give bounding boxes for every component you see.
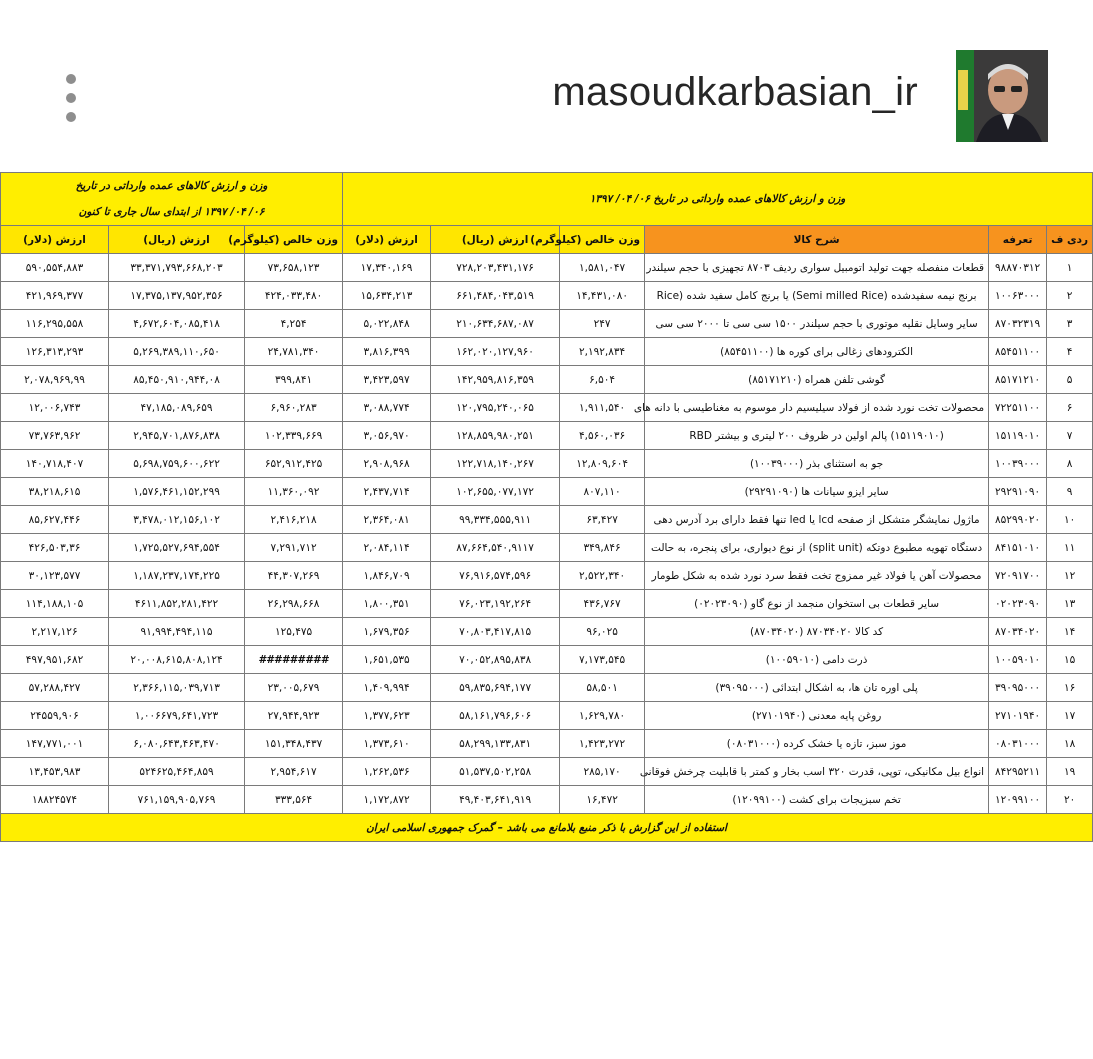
cum-dollar-value-cell: ۴۲۱,۹۶۹,۳۷۷ [1, 282, 109, 310]
cum-dollar-value-cell: ۵۷,۲۸۸,۴۲۷ [1, 674, 109, 702]
cum-net-weight-cell: ۲۴,۷۸۱,۳۴۰ [245, 338, 343, 366]
net-weight-cell: ۱,۴۲۳,۲۷۲ [560, 730, 645, 758]
tariff-cell: ۰۲۰۲۳۰۹۰ [989, 590, 1047, 618]
post-image [0, 172, 1089, 1059]
description-cell: قطعات منفصله جهت تولید اتومبیل سواری ردیف ۸۷۰۳ تجهیزی با حجم سیلندر [645, 254, 989, 282]
cum-rial-value-cell: ۳۳,۳۷۱,۷۹۳,۶۶۸,۲۰۳ [109, 254, 245, 282]
table-row [1, 674, 1093, 702]
cum-net-weight-cell: ۴,۲۵۴ [245, 310, 343, 338]
cum-net-weight-cell: ۱۲۵,۴۷۵ [245, 618, 343, 646]
net-weight-cell: ۷,۱۷۳,۵۴۵ [560, 646, 645, 674]
cum-net-weight-cell: ۷,۲۹۱,۷۱۲ [245, 534, 343, 562]
table-row [1, 450, 1093, 478]
cum-net-weight-cell: ۲۶,۲۹۸,۶۶۸ [245, 590, 343, 618]
tariff-cell: ۱۰۰۶۳۰۰۰ [989, 282, 1047, 310]
cum-net-weight-cell: ۳۳۳,۵۶۴ [245, 786, 343, 814]
cum-rial-value-cell: ۳,۴۷۸,۰۱۲,۱۵۶,۱۰۲ [109, 506, 245, 534]
dollar-value-cell: ۱,۴۰۹,۹۹۴ [343, 674, 431, 702]
table-row [1, 254, 1093, 282]
dollar-value-cell: ۱,۳۷۳,۶۱۰ [343, 730, 431, 758]
row-number-cell: ۳ [1047, 310, 1093, 338]
cum-dollar-value-cell: ۸۵,۶۲۷,۴۴۶ [1, 506, 109, 534]
description-cell: سایر وسایل نقلیه موتوری با حجم سیلندر ۱۵۰۰ سی سی تا ۲۰۰۰ سی سی [645, 310, 989, 338]
table-row [1, 422, 1093, 450]
cum-rial-value-cell: ۴,۶۷۲,۶۰۴,۰۸۵,۴۱۸ [109, 310, 245, 338]
cum-net-weight-cell: ۲,۴۱۶,۲۱۸ [245, 506, 343, 534]
row-number-cell: ۱۷ [1047, 702, 1093, 730]
net-weight-cell: ۴۳۶,۷۶۷ [560, 590, 645, 618]
cum-dollar-value-cell: ۳۰,۱۲۳,۵۷۷ [1, 562, 109, 590]
table-row [1, 534, 1093, 562]
cum-net-weight-cell: ۶۵۲,۹۱۲,۴۲۵ [245, 450, 343, 478]
rial-value-cell: ۵۹,۸۳۵,۶۹۴,۱۷۷ [431, 674, 560, 702]
table-row [1, 618, 1093, 646]
cum-dollar-value-cell: ۷۳,۷۶۳,۹۶۲ [1, 422, 109, 450]
rial-value-cell: ۹۹,۳۳۴,۵۵۵,۹۱۱ [431, 506, 560, 534]
cum-dollar-value-cell: ۱۲۶,۳۱۳,۲۹۳ [1, 338, 109, 366]
description-cell: روغن پایه معدنی (۲۷۱۰۱۹۴۰) [645, 702, 989, 730]
cum-rial-value-cell: ۲,۹۴۵,۷۰۱,۸۷۶,۸۳۸ [109, 422, 245, 450]
net-weight-cell: ۱,۹۱۱,۵۴۰ [560, 394, 645, 422]
cum-net-weight-cell: ۶,۹۶۰,۲۸۳ [245, 394, 343, 422]
cum-rial-value-cell: ۴۷,۱۸۵,۰۸۹,۶۵۹ [109, 394, 245, 422]
row-number-cell: ۱۵ [1047, 646, 1093, 674]
cum-net-weight-cell: ۲,۹۵۴,۶۱۷ [245, 758, 343, 786]
description-cell: پلی اوره تان ها، به اشکال ابتدائی (۳۹۰۹۵۰۰۰) [645, 674, 989, 702]
tariff-cell: ۸۵۱۷۱۲۱۰ [989, 366, 1047, 394]
cum-dollar-value-cell: ۱۴۰,۷۱۸,۴۰۷ [1, 450, 109, 478]
cum-dollar-value-cell: ۱۴۷,۷۷۱,۰۰۱ [1, 730, 109, 758]
tariff-cell: ۱۵۱۱۹۰۱۰ [989, 422, 1047, 450]
row-number-cell: ۸ [1047, 450, 1093, 478]
table-row [1, 590, 1093, 618]
table-body [1, 254, 1093, 814]
dollar-value-cell: ۱,۳۷۷,۶۲۳ [343, 702, 431, 730]
rial-value-cell: ۴۹,۴۰۳,۶۴۱,۹۱۹ [431, 786, 560, 814]
dollar-value-cell: ۱,۸۰۰,۳۵۱ [343, 590, 431, 618]
cum-dollar-value-cell: ۲,۰۷۸,۹۶۹,۹۹ [1, 366, 109, 394]
net-weight-cell: ۳۴۹,۸۴۶ [560, 534, 645, 562]
cum-rial-value-cell: ۱,۵۷۶,۴۶۱,۱۵۲,۲۹۹ [109, 478, 245, 506]
table-row [1, 282, 1093, 310]
tariff-cell: ۱۲۰۹۹۱۰۰ [989, 786, 1047, 814]
rial-value-cell: ۵۱,۵۳۷,۵۰۲,۲۵۸ [431, 758, 560, 786]
description-cell: دستگاه تهویه مطبوع دوتکه (split unit) از نوع دیواری، برای پنجره، به حالت [645, 534, 989, 562]
table-row [1, 646, 1093, 674]
table-row [1, 478, 1093, 506]
row-number-cell: ۱۰ [1047, 506, 1093, 534]
cum-net-weight-cell: ۳۹۹,۸۴۱ [245, 366, 343, 394]
net-weight-cell: ۹۶,۰۲۵ [560, 618, 645, 646]
dollar-value-cell: ۱,۸۴۶,۷۰۹ [343, 562, 431, 590]
cum-net-weight-cell: ۱۱,۳۶۰,۰۹۲ [245, 478, 343, 506]
dollar-value-cell: ۱,۶۷۹,۳۵۶ [343, 618, 431, 646]
description-cell: کد کالا ۸۷۰۳۴۰۲۰ (۸۷۰۳۴۰۲۰) [645, 618, 989, 646]
table-row [1, 758, 1093, 786]
net-weight-cell: ۲,۱۹۲,۸۳۴ [560, 338, 645, 366]
net-weight-cell: ۲۸۵,۱۷۰ [560, 758, 645, 786]
cum-rial-value-cell: ۷۶۱,۱۵۹,۹۰۵,۷۶۹ [109, 786, 245, 814]
more-options-icon[interactable] [58, 72, 84, 124]
cum-dollar-value-cell: ۱۲,۰۰۶,۷۴۳ [1, 394, 109, 422]
username-link[interactable]: masoudkarbasian_ir [552, 70, 918, 114]
post-header [0, 0, 1078, 165]
daily-title: وزن و ارزش کالاهای عمده وارداتی در تاریخ ۰۶/ ۰۴/ ۱۳۹۷ [343, 173, 1093, 226]
rial-value-cell: ۵۸,۱۶۱,۷۹۶,۶۰۶ [431, 702, 560, 730]
cum-rial-value-cell: ۴۶۱۱,۸۵۲,۲۸۱,۴۲۲ [109, 590, 245, 618]
dollar-value-cell: ۲,۳۶۴,۰۸۱ [343, 506, 431, 534]
row-number-cell: ۱۱ [1047, 534, 1093, 562]
description-cell: انواع بیل مکانیکی، توپی، قدرت ۳۲۰ اسب بخار و کمتر با قابلیت چرخش فوقانی [645, 758, 989, 786]
rial-value-cell: ۱۰۲,۶۵۵,۰۷۷,۱۷۲ [431, 478, 560, 506]
cum-dollar-value-cell: ۴۲۶,۵۰۳,۳۶ [1, 534, 109, 562]
header-row-number: ردی ف [1047, 226, 1093, 254]
rial-value-cell: ۷۰,۰۵۲,۸۹۵,۸۳۸ [431, 646, 560, 674]
table-row [1, 730, 1093, 758]
row-number-cell: ۵ [1047, 366, 1093, 394]
cum-dollar-value-cell: ۳۸,۲۱۸,۶۱۵ [1, 478, 109, 506]
net-weight-cell: ۱,۵۸۱,۰۴۷ [560, 254, 645, 282]
description-cell: ذرت دامی (۱۰۰۵۹۰۱۰) [645, 646, 989, 674]
cum-net-weight-cell: ######### [245, 646, 343, 674]
tariff-cell: ۰۸۰۳۱۰۰۰ [989, 730, 1047, 758]
profile-photo-icon [956, 50, 1048, 142]
dollar-value-cell: ۵,۰۲۲,۸۴۸ [343, 310, 431, 338]
menu-dot [66, 93, 76, 103]
header-cum-rial-value: ارزش (ریال) [109, 226, 245, 254]
cum-rial-value-cell: ۱,۱۸۷,۲۳۷,۱۷۴,۲۲۵ [109, 562, 245, 590]
tariff-cell: ۱۰۰۵۹۰۱۰ [989, 646, 1047, 674]
tariff-cell: ۷۲۲۵۱۱۰۰ [989, 394, 1047, 422]
cum-rial-value-cell: ۲۰,۰۰۸,۶۱۵,۸۰۸,۱۲۴ [109, 646, 245, 674]
rial-value-cell: ۸۷,۶۶۴,۵۴۰,۹۱۱۷ [431, 534, 560, 562]
cum-dollar-value-cell: ۱۱۴,۱۸۸,۱۰۵ [1, 590, 109, 618]
rial-value-cell: ۷۶,۹۱۶,۵۷۴,۵۹۶ [431, 562, 560, 590]
tariff-cell: ۱۰۰۳۹۰۰۰ [989, 450, 1047, 478]
dollar-value-cell: ۳,۰۸۸,۷۷۴ [343, 394, 431, 422]
description-cell: برنج نیمه سفیدشده (Semi milled Rice) یا برنج کامل سفید شده (Rice [645, 282, 989, 310]
header-description: شرح کالا [645, 226, 989, 254]
description-cell: محصولات تخت نورد شده از فولاد سیلیسیم دار موسوم به مغناطیسی با دانه های [645, 394, 989, 422]
row-number-cell: ۱۸ [1047, 730, 1093, 758]
tariff-cell: ۸۷۰۳۲۳۱۹ [989, 310, 1047, 338]
net-weight-cell: ۶۳,۴۲۷ [560, 506, 645, 534]
dollar-value-cell: ۳,۸۱۶,۳۹۹ [343, 338, 431, 366]
rial-value-cell: ۶۶۱,۴۸۴,۰۴۳,۵۱۹ [431, 282, 560, 310]
dollar-value-cell: ۲,۹۰۸,۹۶۸ [343, 450, 431, 478]
row-number-cell: ۹ [1047, 478, 1093, 506]
header-cum-dollar-value: ارزش (دلار) [1, 226, 109, 254]
description-cell: (۱۵۱۱۹۰۱۰) پالم اولین در ظروف ۲۰۰ لیتری و بیشتر RBD [645, 422, 989, 450]
header-net-weight: وزن خالص (کیلوگرم) [560, 226, 645, 254]
description-cell: الکترودهای زغالی برای کوره ها (۸۵۴۵۱۱۰۰) [645, 338, 989, 366]
row-number-cell: ۱۳ [1047, 590, 1093, 618]
table-row [1, 562, 1093, 590]
cum-rial-value-cell: ۱,۷۲۵,۵۲۷,۶۹۴,۵۵۴ [109, 534, 245, 562]
cum-rial-value-cell: ۸۵,۴۵۰,۹۱۰,۹۴۴,۰۸ [109, 366, 245, 394]
rial-value-cell: ۱۲۰,۷۹۵,۲۴۰,۰۶۵ [431, 394, 560, 422]
tariff-cell: ۷۲۰۹۱۷۰۰ [989, 562, 1047, 590]
tariff-cell: ۲۹۲۹۱۰۹۰ [989, 478, 1047, 506]
header-dollar-value: ارزش (دلار) [343, 226, 431, 254]
net-weight-cell: ۴,۵۶۰,۰۳۶ [560, 422, 645, 450]
description-cell: جو به استثنای بذر (۱۰۰۳۹۰۰۰) [645, 450, 989, 478]
net-weight-cell: ۶,۵۰۴ [560, 366, 645, 394]
table-row [1, 366, 1093, 394]
table-row [1, 702, 1093, 730]
rial-value-cell: ۷۲۸,۲۰۳,۴۳۱,۱۷۶ [431, 254, 560, 282]
tariff-cell: ۸۴۱۵۱۰۱۰ [989, 534, 1047, 562]
table-row [1, 506, 1093, 534]
rial-value-cell: ۷۶,۰۲۳,۱۹۲,۲۶۴ [431, 590, 560, 618]
row-number-cell: ۱۲ [1047, 562, 1093, 590]
cum-net-weight-cell: ۲۷,۹۴۴,۹۲۳ [245, 702, 343, 730]
tariff-cell: ۸۵۴۵۱۱۰۰ [989, 338, 1047, 366]
net-weight-cell: ۱۶,۴۷۲ [560, 786, 645, 814]
table-row [1, 786, 1093, 814]
menu-dot [66, 74, 76, 84]
cum-dollar-value-cell: ۲,۲۱۷,۱۲۶ [1, 618, 109, 646]
cum-rial-value-cell: ۵,۲۶۹,۳۸۹,۱۱۰,۶۵۰ [109, 338, 245, 366]
cumulative-title-line2: ۰۶/ ۰۴/ ۱۳۹۷ از ابتدای سال جاری تا کنون [78, 206, 265, 218]
net-weight-cell: ۱۲,۸۰۹,۶۰۴ [560, 450, 645, 478]
dollar-value-cell: ۳,۴۲۳,۵۹۷ [343, 366, 431, 394]
cum-net-weight-cell: ۱۰۲,۳۳۹,۶۶۹ [245, 422, 343, 450]
description-cell: سایر ایزو سیانات ها (۲۹۲۹۱۰۹۰) [645, 478, 989, 506]
rial-value-cell: ۲۱۰,۶۳۴,۶۸۷,۰۸۷ [431, 310, 560, 338]
cum-rial-value-cell: ۹۱,۹۹۴,۴۹۴,۱۱۵ [109, 618, 245, 646]
dollar-value-cell: ۱,۶۵۱,۵۳۵ [343, 646, 431, 674]
description-cell: گوشی تلفن همراه (۸۵۱۷۱۲۱۰) [645, 366, 989, 394]
rial-value-cell: ۱۴۲,۹۵۹,۸۱۶,۳۵۹ [431, 366, 560, 394]
row-number-cell: ۲ [1047, 282, 1093, 310]
header-tariff: تعرفه [989, 226, 1047, 254]
tariff-cell: ۹۸۸۷۰۳۱۲ [989, 254, 1047, 282]
tariff-cell: ۳۹۰۹۵۰۰۰ [989, 674, 1047, 702]
rial-value-cell: ۷۰,۸۰۳,۴۱۷,۸۱۵ [431, 618, 560, 646]
row-number-cell: ۴ [1047, 338, 1093, 366]
source-footer: استفاده از این گزارش با ذکر منبع بلامانع می باشد – گمرک جمهوری اسلامی ایران [1, 814, 1093, 842]
cum-rial-value-cell: ۱,۰۰۶۶۷۹,۶۴۱,۷۲۳ [109, 702, 245, 730]
description-cell: محصولات آهن یا فولاد غیر ممزوج تخت فقط سرد نورد شده به شکل طومار [645, 562, 989, 590]
cum-net-weight-cell: ۲۳,۰۰۵,۶۷۹ [245, 674, 343, 702]
cum-dollar-value-cell: ۱۳,۴۵۳,۹۸۳ [1, 758, 109, 786]
row-number-cell: ۱۶ [1047, 674, 1093, 702]
net-weight-cell: ۲۴۷ [560, 310, 645, 338]
imports-table [0, 172, 1093, 842]
cum-net-weight-cell: ۴۲۴,۰۳۳,۴۸۰ [245, 282, 343, 310]
cum-rial-value-cell: ۵,۶۹۸,۷۵۹,۶۰۰,۶۲۲ [109, 450, 245, 478]
cum-rial-value-cell: ۵۲۴۶۲۵,۴۶۴,۸۵۹ [109, 758, 245, 786]
row-number-cell: ۶ [1047, 394, 1093, 422]
cum-dollar-value-cell: ۵۹۰,۵۵۴,۸۸۳ [1, 254, 109, 282]
dollar-value-cell: ۲,۴۳۷,۷۱۴ [343, 478, 431, 506]
cum-rial-value-cell: ۲,۳۶۶,۱۱۵,۰۳۹,۷۱۳ [109, 674, 245, 702]
row-number-cell: ۷ [1047, 422, 1093, 450]
cum-net-weight-cell: ۷۳,۶۵۸,۱۲۳ [245, 254, 343, 282]
dollar-value-cell: ۳,۰۵۶,۹۷۰ [343, 422, 431, 450]
table-row [1, 310, 1093, 338]
row-number-cell: ۱ [1047, 254, 1093, 282]
description-cell: ماژول نمایشگر متشکل از صفحه lcd یا led تنها فقط دارای برد آدرس دهی [645, 506, 989, 534]
dollar-value-cell: ۱,۱۷۲,۸۷۲ [343, 786, 431, 814]
tariff-cell: ۲۷۱۰۱۹۴۰ [989, 702, 1047, 730]
description-cell: تخم سبزیجات برای کشت (۱۲۰۹۹۱۰۰) [645, 786, 989, 814]
table-row [1, 338, 1093, 366]
cum-dollar-value-cell: ۱۸۸۲۴۵۷۴ [1, 786, 109, 814]
net-weight-cell: ۱۴,۴۳۱,۰۸۰ [560, 282, 645, 310]
net-weight-cell: ۸۰۷,۱۱۰ [560, 478, 645, 506]
rial-value-cell: ۱۶۲,۰۲۰,۱۲۷,۹۶۰ [431, 338, 560, 366]
net-weight-cell: ۲,۵۲۲,۳۴۰ [560, 562, 645, 590]
row-number-cell: ۲۰ [1047, 786, 1093, 814]
row-number-cell: ۱۴ [1047, 618, 1093, 646]
rial-value-cell: ۱۲۲,۷۱۸,۱۴۰,۲۶۷ [431, 450, 560, 478]
cum-dollar-value-cell: ۲۴۵۵۹,۹۰۶ [1, 702, 109, 730]
net-weight-cell: ۱,۶۲۹,۷۸۰ [560, 702, 645, 730]
description-cell: موز سبز، تازه یا خشک کرده (۰۸۰۳۱۰۰۰) [645, 730, 989, 758]
dollar-value-cell: ۱۷,۳۴۰,۱۶۹ [343, 254, 431, 282]
cumulative-title [1, 173, 343, 226]
cum-rial-value-cell: ۱۷,۳۷۵,۱۳۷,۹۵۲,۳۵۶ [109, 282, 245, 310]
cum-dollar-value-cell: ۴۹۷,۹۵۱,۶۸۲ [1, 646, 109, 674]
menu-dot [66, 112, 76, 122]
cumulative-title-line1: وزن و ارزش کالاهای عمده وارداتی در تاریخ [75, 180, 268, 192]
description-cell: سایر قطعات بی استخوان منجمد از نوع گاو (۰۲۰۲۳۰۹۰) [645, 590, 989, 618]
header-cum-net-weight: وزن خالص (کیلوگرم) [245, 226, 343, 254]
cum-dollar-value-cell: ۱۱۶,۲۹۵,۵۵۸ [1, 310, 109, 338]
table-row [1, 394, 1093, 422]
tariff-cell: ۸۷۰۳۴۰۲۰ [989, 618, 1047, 646]
dollar-value-cell: ۱۵,۶۳۴,۲۱۳ [343, 282, 431, 310]
tariff-cell: ۸۴۲۹۵۲۱۱ [989, 758, 1047, 786]
net-weight-cell: ۵۸,۵۰۱ [560, 674, 645, 702]
header-rial-value: ارزش (ریال) [431, 226, 560, 254]
cum-net-weight-cell: ۴۴,۳۰۷,۲۶۹ [245, 562, 343, 590]
profile-avatar[interactable] [956, 50, 1048, 142]
cum-rial-value-cell: ۶,۰۸۰,۶۴۳,۴۶۳,۴۷۰ [109, 730, 245, 758]
dollar-value-cell: ۲,۰۸۴,۱۱۴ [343, 534, 431, 562]
rial-value-cell: ۵۸,۲۹۹,۱۳۳,۸۳۱ [431, 730, 560, 758]
tariff-cell: ۸۵۲۹۹۰۲۰ [989, 506, 1047, 534]
dollar-value-cell: ۱,۲۶۲,۵۳۶ [343, 758, 431, 786]
cum-net-weight-cell: ۱۵۱,۳۴۸,۴۳۷ [245, 730, 343, 758]
rial-value-cell: ۱۲۸,۸۵۹,۹۸۰,۲۵۱ [431, 422, 560, 450]
row-number-cell: ۱۹ [1047, 758, 1093, 786]
